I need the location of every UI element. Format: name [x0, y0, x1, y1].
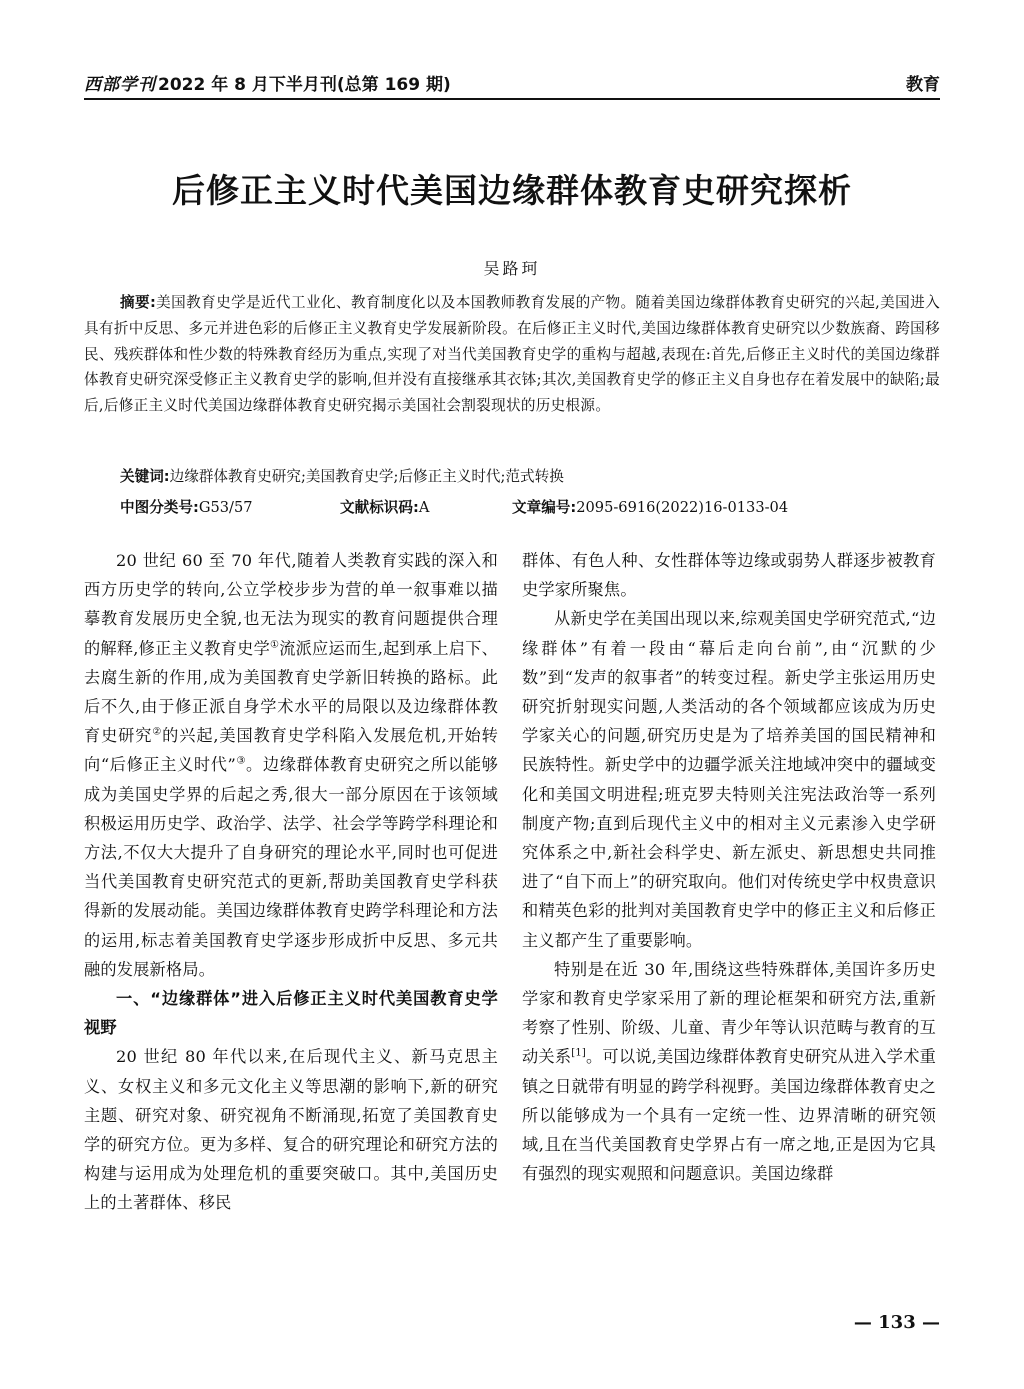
clc-value: G53/57 [198, 499, 253, 516]
article-title: 后修正主义时代美国边缘群体教育史研究探析 [172, 171, 852, 210]
keywords [120, 465, 940, 489]
doc-value: A [418, 499, 430, 516]
paragraph: 20 世纪 80 年代以来,在后现代主义、新马克思主义、女权主义和多元文化主义等思潮的影响下,新的研究主题、研究对象、研究视角不断涌现,拓宽了美国教育史学的研究方位。更为多样、复合的研究理论和研究方法的构建与运用成为处理危机的重要突破口。其中,美国历史上的土著群体、移民 [84, 1047, 498, 1213]
reference-marker[interactable]: [1] [571, 1048, 586, 1060]
article-number [512, 496, 788, 520]
footnote-marker[interactable]: ① [270, 639, 280, 651]
section-label: 教育 [906, 75, 940, 95]
document-code [340, 496, 429, 520]
section-heading: 一、“边缘群体”进入后修正主义时代美国教育史学视野 [84, 989, 498, 1038]
article-label: 文章编号: [512, 499, 577, 516]
text-run: 的兴起,美国教育史学科陷入发展危机,开始转向“后修正主义时代” [84, 726, 498, 775]
text-run: 。可以说,美国边缘群体教育史研究从进入学术重镇之日就带有明显的跨学科视野。美国边缘群体教育史之所以能够成为一个具有一定统一性、边界清晰的研究领域,且在当代美国教育史学界占有一席之地,正是因为它具有强烈的现实观照和问题意识。美国边缘群 [522, 1047, 936, 1184]
abstract [84, 290, 940, 419]
journal-name: 西部学刊 [84, 75, 156, 95]
paragraph [84, 546, 498, 984]
page-number: — 133 — [853, 1312, 940, 1333]
paragraph: 从新史学在美国出现以来,综观美国史学研究范式,“边缘群体”有着一段由“幕后走向台前”,由“沉默的少数”到“发声的叙事者”的转变过程。新史学主张运用历史研究折射现实问题,人类活动的各个领域都应该成为历史学家关心的问题,研究历史是为了培养美国的国民精神和民族特性。新史学中的边疆学派关注地域冲突中的疆域变化和美国文明进程;班克罗夫特则关注宪法政治等一系列制度产物;直到后现代主义中的相对主义元素渗入史学研究体系之中,新社会科学史、新左派史、新思想史共同推进了“自下而上”的研究取向。他们对传统史学中权贵意识和精英色彩的批判对美国教育史学中的修正主义和后修正主义都产生了重要影响。 [522, 609, 936, 950]
doc-label: 文献标识码: [340, 499, 419, 516]
paragraph [522, 955, 936, 1189]
clc-label: 中图分类号: [120, 499, 199, 516]
abstract-label: 摘要: [120, 294, 157, 311]
author-name: 吴路珂 [483, 259, 541, 278]
issue-info: 2022 年 8 月下半月刊(总第 169 期) [158, 75, 451, 95]
footnote-marker[interactable]: ③ [236, 756, 247, 768]
keywords-label: 关键词: [120, 468, 170, 485]
article-value: 2095-6916(2022)16-0133-04 [576, 499, 789, 516]
text-run: 。边缘群体教育史研究之所以能够成为美国史学界的后起之秀,很大一部分原因在于该领域积极运用历史学、政治学、法学、社会学等跨学科理论和方法,不仅大大提升了自身研究的理论水平,同时也可促进当代美国教育史研究范式的更新,帮助美国教育史学科获得新的发展动能。美国边缘群体教育史跨学科理论和方法的运用,标志着美国教育史学逐步形成折中反思、多元共融的发展新格局。 [84, 755, 498, 979]
body-column-left [84, 546, 498, 1218]
footnote-marker[interactable]: ② [152, 726, 163, 738]
abstract-text: 美国教育史学是近代工业化、教育制度化以及本国教师教育发展的产物。随着美国边缘群体教育史研究的兴起,美国进入具有折中反思、多元并进色彩的后修正主义教育史学发展新阶段。在后修正主义时代,美国边缘群体教育史研究以少数族裔、跨国移民、残疾群体和性少数的特殊教育经历为重点,实现了对当代美国教育史学的重构与超越,表现在:首先,后修正主义时代的美国边缘群体教育史研究深受修正主义教育史学的影响,但并没有直接继承其衣钵;其次,美国教育史学的修正主义自身也存在着发展中的缺陷;最后,后修正主义时代美国边缘群体教育史研究揭示美国社会割裂现状的历史根源。 [84, 294, 940, 415]
text-run: 特别是在近 30 年,围绕这些特殊群体,美国许多历史学家和教育史学家采用了新的理论框架和研究方法,重新考察了性别、阶级、儿童、青少年等认识范畴与教育的互动关系 [522, 959, 936, 1067]
clc-number [120, 496, 253, 520]
keywords-text: 边缘群体教育史研究;美国教育史学;后修正主义时代;范式转换 [169, 468, 564, 485]
header-rule [84, 98, 940, 100]
running-header [84, 70, 940, 100]
paragraph-continued: 群体、有色人种、女性群体等边缘或弱势人群逐步被教育史学家所聚焦。 [522, 551, 936, 600]
text-run: 流派应运而生,起到承上启下、去腐生新的作用,成为美国教育史学新旧转换的路标。此后不久,由于修正派自身学术水平的局限以及边缘群体教育史研究 [84, 638, 498, 746]
classification-row [120, 496, 940, 520]
body-column-right [522, 546, 936, 1188]
text-run: 20 世纪 60 至 70 年代,随着人类教育实践的深入和西方历史学的转向,公立学校步步为营的单一叙事难以描摹教育发展历史全貌,也无法为现实的教育问题提供合理的解释,修正主义教育史学 [84, 551, 498, 658]
